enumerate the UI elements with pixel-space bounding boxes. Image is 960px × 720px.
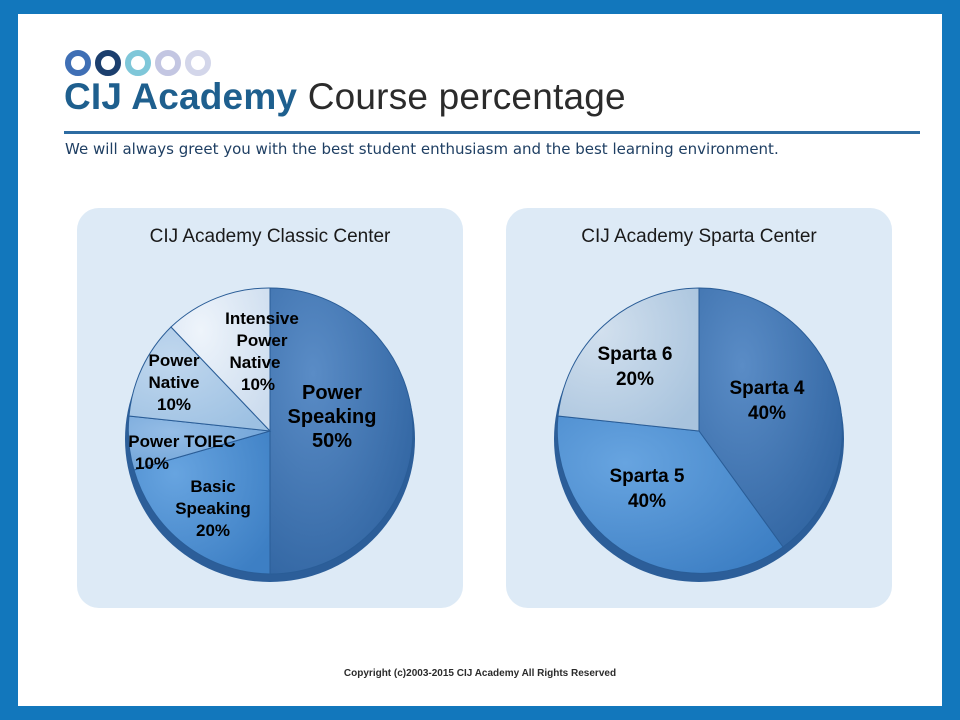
chart-title-classic: CIJ Academy Classic Center [149, 226, 391, 247]
logo-dots [65, 50, 211, 76]
dot-3-icon [125, 50, 151, 76]
pie-label-basic-speaking-line2: Speaking [175, 499, 251, 518]
pie-chart-classic [77, 256, 463, 596]
pie-label-sparta-5-value: 40% [627, 491, 667, 512]
slide [18, 14, 942, 706]
panel-sparta-center [506, 208, 892, 608]
dot-1-icon [65, 50, 91, 76]
chart-title-sparta: CIJ Academy Sparta Center [581, 226, 817, 247]
page-subtitle: We will always greet you with the best student enthusiasm and the best learning environment. [65, 140, 779, 158]
dot-4-icon [155, 50, 181, 76]
pie-label-power-native-line1: Power [148, 351, 200, 370]
pie-label-basic-speaking-value: 20% [195, 521, 231, 540]
dot-5-icon [185, 50, 211, 76]
pie-label-sparta-5-name: Sparta 5 [609, 466, 685, 487]
pie-label-sparta-4-value: 40% [747, 403, 787, 424]
pie-label-power-speaking-value: 50% [311, 430, 353, 452]
pie-label-sparta-6-value: 20% [615, 369, 655, 390]
pie-label-basic-speaking-line1: Basic [190, 477, 236, 496]
pie-label-intensive-line2: Power [236, 331, 288, 350]
pie-label-intensive-value: 10% [240, 375, 276, 394]
dot-2-icon [95, 50, 121, 76]
pie-label-power-native-line2: Native [148, 373, 200, 392]
title-divider [64, 131, 920, 134]
pie-chart-sparta [506, 256, 892, 596]
pie-label-intensive-line3: Native [229, 353, 281, 372]
panel-classic-center [77, 208, 463, 608]
page-title [64, 76, 626, 118]
pie-label-power-toiec-value: 10% [134, 454, 170, 473]
pie-label-sparta-6-name: Sparta 6 [597, 344, 673, 365]
pie-label-power-native-value: 10% [156, 395, 192, 414]
pie-label-intensive-line1: Intensive [225, 309, 299, 328]
pie-label-power-speaking-line1: Power [301, 382, 363, 404]
title-rest: Course percentage [297, 76, 626, 117]
footer-copyright: Copyright (c)2003-2015 CIJ Academy All Rights Reserved [343, 668, 617, 679]
pie-label-power-toiec-line1: Power TOIEC [128, 432, 236, 451]
brand-name: CIJ Academy [64, 76, 298, 117]
pie-label-sparta-4-name: Sparta 4 [729, 378, 805, 399]
pie-label-power-speaking-line2: Speaking [287, 406, 377, 428]
